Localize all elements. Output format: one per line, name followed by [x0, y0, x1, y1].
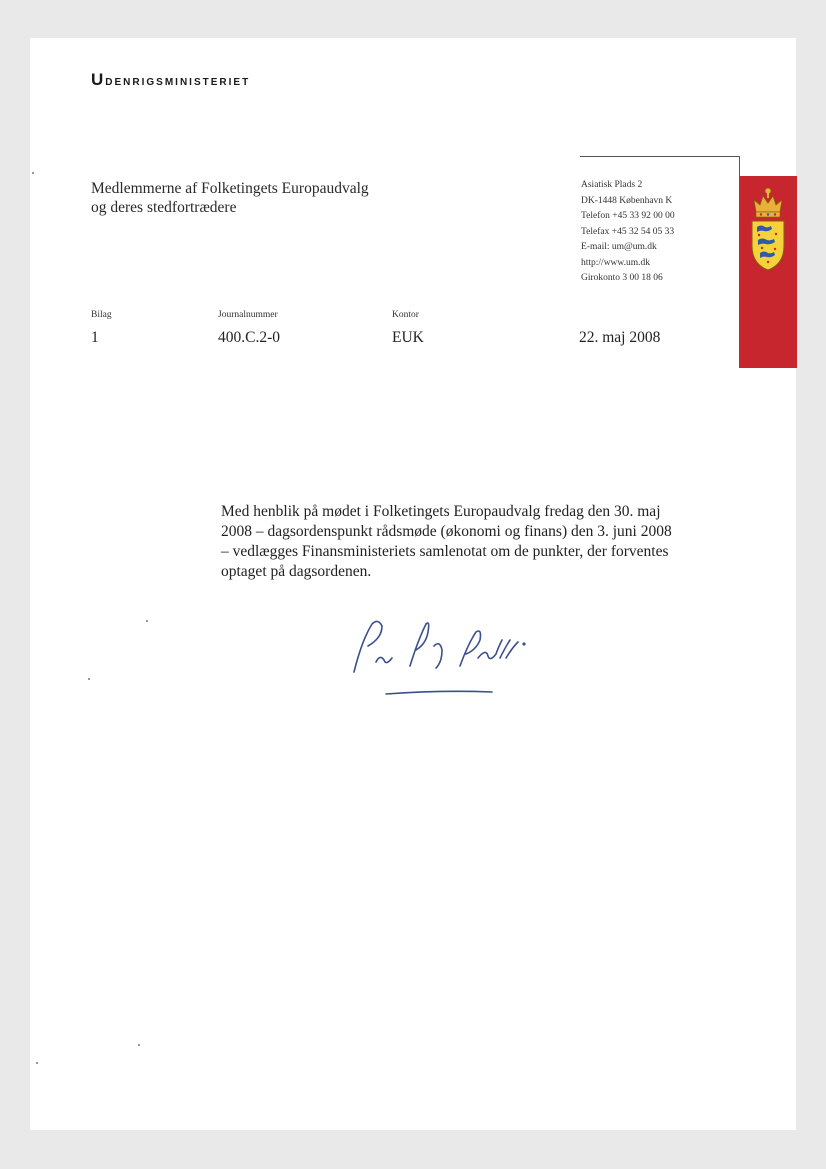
address-email: E-mail: um@um.dk — [581, 242, 657, 252]
recipient-line-2: og deres stedfortrædere — [91, 199, 237, 216]
scan-speck — [146, 620, 148, 622]
body-line-1: Med henblik på mødet i Folketingets Europaudvalg fredag den 30. maj — [221, 503, 661, 520]
address-rule-horizontal — [580, 156, 740, 157]
scan-speck — [36, 1062, 38, 1064]
handwritten-signature — [342, 610, 542, 700]
ministry-letterhead — [91, 70, 250, 90]
scan-speck — [32, 172, 34, 174]
recipient-line-1: Medlemmerne af Folketingets Europaudvalg — [91, 180, 369, 197]
address-giro: Girokonto 3 00 18 06 — [581, 273, 663, 283]
body-line-2: 2008 – dagsordenspunkt rådsmøde (økonomi og finans) den 3. juni 2008 — [221, 523, 672, 540]
scan-speck — [88, 678, 90, 680]
meta-kontor — [392, 310, 424, 347]
recipient-block — [91, 179, 369, 217]
scan-speck — [138, 1044, 140, 1046]
crest-band — [739, 176, 797, 368]
kontor-label: Kontor — [392, 310, 419, 320]
meta-journal — [218, 310, 280, 347]
bilag-value: 1 — [91, 329, 99, 346]
bilag-label: Bilag — [91, 310, 112, 320]
journal-value: 400.C.2-0 — [218, 329, 280, 346]
journal-label: Journalnummer — [218, 310, 278, 320]
body-line-3: – vedlægges Finansministeriets samlenotat om de punkter, der forventes — [221, 543, 669, 560]
coat-of-arms-icon — [749, 186, 787, 272]
letterhead-rest: denrigsministeriet — [105, 72, 251, 88]
address-web: http://www.um.dk — [581, 257, 651, 268]
body-line-4: optaget på dagsordenen. — [221, 563, 372, 580]
address-fax: Telefax +45 32 54 05 33 — [581, 226, 675, 237]
letterhead-initial: U — [91, 70, 106, 89]
address-phone: Telefon +45 33 92 00 00 — [581, 211, 675, 221]
meta-bilag — [91, 310, 112, 347]
address-street: Asiatisk Plads 2 — [581, 180, 643, 190]
kontor-value: EUK — [392, 329, 424, 346]
letter-date: 22. maj 2008 — [579, 329, 661, 346]
address-city: DK-1448 København K — [581, 195, 673, 206]
letter-page — [30, 38, 796, 1130]
sender-address-block — [581, 178, 675, 287]
letter-body — [221, 502, 721, 582]
address-rule-vertical — [739, 156, 740, 176]
